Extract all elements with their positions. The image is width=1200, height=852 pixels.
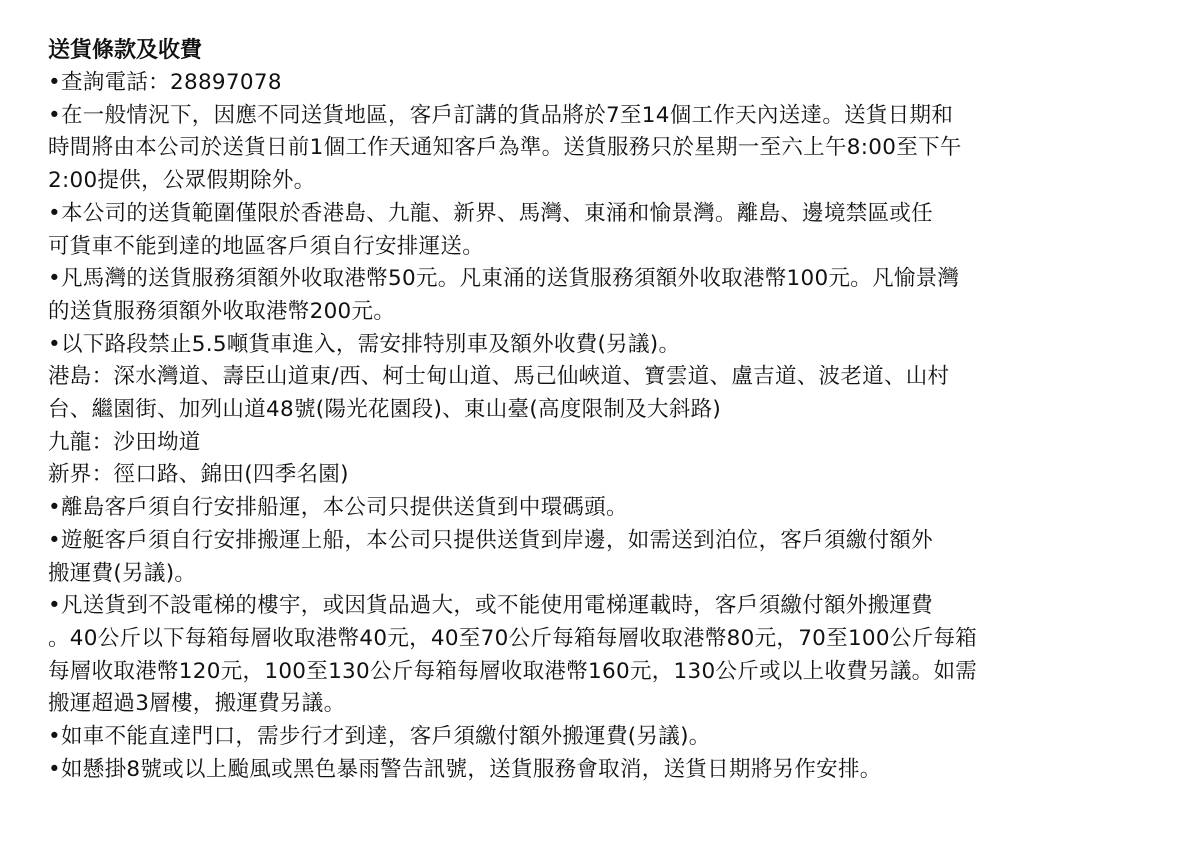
no-elevator-line-2: 。40公斤以下每箱每層收取港幣40元，40至70公斤每箱每層收取港幣80元，70至100公斤每箱	[48, 625, 978, 651]
walking-distance-line: •如車不能直達門口，需步行才到達，客戶須繳付額外搬運費(另議)。	[48, 724, 711, 750]
phone-line: •查詢電話：28897078	[48, 70, 282, 95]
delivery-area-line-1: •本公司的送貨範圍僅限於香港島、九龍、新界、馬灣、東涌和愉景灣。離島、邊境禁區或任	[48, 200, 933, 226]
delivery-area-line-2: 可貨車不能到達的地區客戶須自行安排運送。	[48, 233, 485, 259]
surcharge-line-2: 的送貨服務須額外收取港幣200元。	[48, 298, 396, 324]
yacht-line-1: •遊艇客戶須自行安排搬運上船，本公司只提供送貨到岸邊，如需送到泊位，客戶須繳付額外	[48, 527, 933, 553]
no-elevator-line-3: 每層收取港幣120元，100至130公斤每箱每層收取港幣160元，130公斤或以上收費另議。如需	[48, 658, 978, 684]
document-title: 送貨條款及收費	[48, 38, 203, 63]
delivery-terms-document	[48, 34, 1163, 786]
new-territories-roads-line: 新界：徑口路、錦田(四季名園)	[48, 462, 349, 488]
restricted-roads-line: •以下路段禁止5.5噸貨車進入，需安排特別車及額外收費(另議)。	[48, 331, 681, 357]
kowloon-roads-line: 九龍：沙田坳道	[48, 429, 201, 455]
outlying-islands-line: •離島客戶須自行安排船運，本公司只提供送貨到中環碼頭。	[48, 495, 628, 521]
surcharge-line-1: •凡馬灣的送貨服務須額外收取港幣50元。凡東涌的送貨服務須額外收取港幣100元。凡愉景灣	[48, 266, 960, 292]
delivery-time-line-1: •在一般情況下，因應不同送貨地區，客戶訂講的貨品將於7至14個工作天內送達。送貨日期和	[48, 102, 954, 128]
no-elevator-line-4: 搬運超過3層樓，搬運費另議。	[48, 691, 346, 717]
yacht-line-2: 搬運費(另議)。	[48, 560, 197, 586]
no-elevator-line-1: •凡送貨到不設電梯的樓宇，或因貨品過大，或不能使用電梯運載時，客戶須繳付額外搬運費	[48, 593, 933, 619]
delivery-time-line-2: 時間將由本公司於送貨日前1個工作天通知客戶為準。送貨服務只於星期一至六上午8:00至下午	[48, 135, 962, 161]
delivery-time-line-3: 2:00提供，公眾假期除外。	[48, 168, 316, 194]
hk-island-roads-line-1: 港島：深水灣道、壽臣山道東/西、柯士甸山道、馬己仙峽道、寶雲道、盧吉道、波老道、山村	[48, 364, 950, 390]
typhoon-line: •如懸掛8號或以上颱風或黑色暴雨警告訊號，送貨服務會取消，送貨日期將另作安排。	[48, 756, 882, 782]
hk-island-roads-line-2: 台、繼園街、加列山道48號(陽光花園段)、東山臺(高度限制及大斜路)	[48, 397, 722, 423]
